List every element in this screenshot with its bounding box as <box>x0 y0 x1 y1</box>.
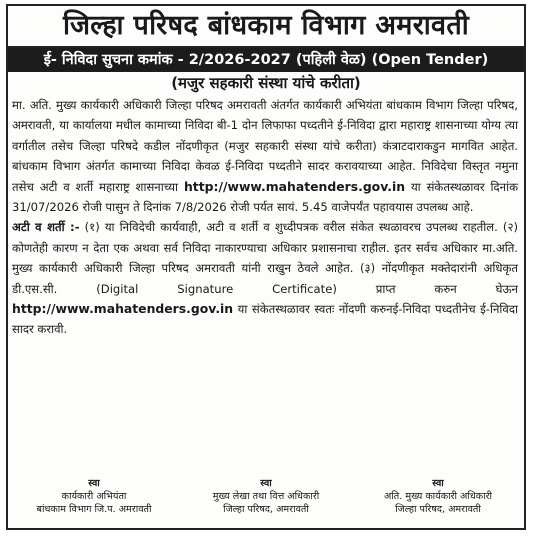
notice-body <box>8 95 524 340</box>
signatory-chief-accounts-officer <box>186 477 346 516</box>
paragraph-main <box>12 95 518 217</box>
signatories <box>8 477 524 516</box>
terms-label: अटी व शर्ती :- <box>12 220 80 235</box>
signatory-additional-ceo <box>358 477 518 516</box>
paragraph-terms-text-2: या संकेतस्थळावर स्वतः नोंदणी करुनई-निविदा पध्दतीनेच ई-निविदा सादर करावी. <box>12 302 519 337</box>
signatory-office: बांधकाम विभाग जि.प. अमरावती <box>36 504 152 515</box>
signatory-designation: अति. मुख्य कार्यकारी अधिकारी <box>383 491 493 502</box>
notice-subtitle: (मजुर सहकारी संस्था यांचे करीता) <box>171 74 361 92</box>
signature-mark: स्वा <box>260 478 272 489</box>
tender-notice <box>6 4 526 530</box>
signatory-office: जिल्हा परिषद, अमरावती <box>223 504 309 515</box>
signature-mark: स्वा <box>88 478 100 489</box>
signatory-designation: मुख्य लेखा तथा वित्त अधिकारी <box>212 491 320 502</box>
paragraph-terms-text-1: (१) या निविदेची कार्यवाही, अटी व शर्ती व शुध्दीपत्रक वरील संकेत स्थळावरच उपलब्ध राहतील. (२) कोणतेही कारण न देता एक अथवा सर्व निविदा नाकारण्याचा अधिकार प्रशासनाचा राहील. इतर सर्वच अधिकार मा.अति. मुख्य कार्यकारी अधिकारी जिल्हा परिषद अमरावती यांनी राखुन ठेवले आहेत. (३) नोंदणीकृत मक्तेदारांनी अधिकृत डी.एस.सी. (Digital Signature Certificate) प्राप्त करुन घेऊन <box>12 220 518 296</box>
signature-mark: स्वा <box>432 478 444 489</box>
website-link[interactable]: http://www.mahatenders.gov.in <box>12 301 234 317</box>
signatory-designation: कार्यकारी अभियंता <box>61 491 127 502</box>
paragraph-main-text-2: या संकेतस्थळावर दिनांक 31/07/2026 रोजी पासुन ते दिनांक 7/8/2026 रोजी पर्यत सायं. 5.45 वाजेपर्यंत पहावयास उपलब्ध आहे. <box>12 179 519 215</box>
signatory-office: जिल्हा परिषद, अमरावती <box>395 504 481 515</box>
signatory-executive-engineer <box>14 477 174 516</box>
notice-title: जिल्हा परिषद बांधकाम विभाग अमरावती <box>8 6 524 48</box>
website-link[interactable]: http://www.mahatenders.gov.in <box>183 178 406 194</box>
paragraph-main-text-1: मा. अति. मुख्य कार्यकारी अधिकारी जिल्हा परिषद अमरावती अंतर्गत कार्यकारी अभियंता बांधकाम विभाग जिल्हा परिषद, अमरावती, या कार्यालया मधील कामाच्या निविदा बी-1 दोन लिफाफा पध्दतीने ई-निविदा द्वारा महाराष्ट्र शासनाच्या योग्य त्या वर्गातील तसेच जिल्हा परिषदे कडील नोंदणीकृत (मजुर सहकारी संस्था यांचे करीता) कंत्राटदाराकडुन मागवित आहेत. बांधकाम विभाग अंतर्गत कामाच्या निविदा केवळ ई-निविदा पध्दतीने सादर करावयाच्या आहेत. निविदेचा विस्तृत नमुना तसेच अटी व शर्ती महाराष्ट्र शासनाच्या <box>12 98 518 194</box>
tender-number-banner: ई- निविदा सुचना कमांक - 2/2026-2027 (पहिली वेळ) (Open Tender) <box>8 48 524 72</box>
paragraph-terms <box>12 217 518 339</box>
